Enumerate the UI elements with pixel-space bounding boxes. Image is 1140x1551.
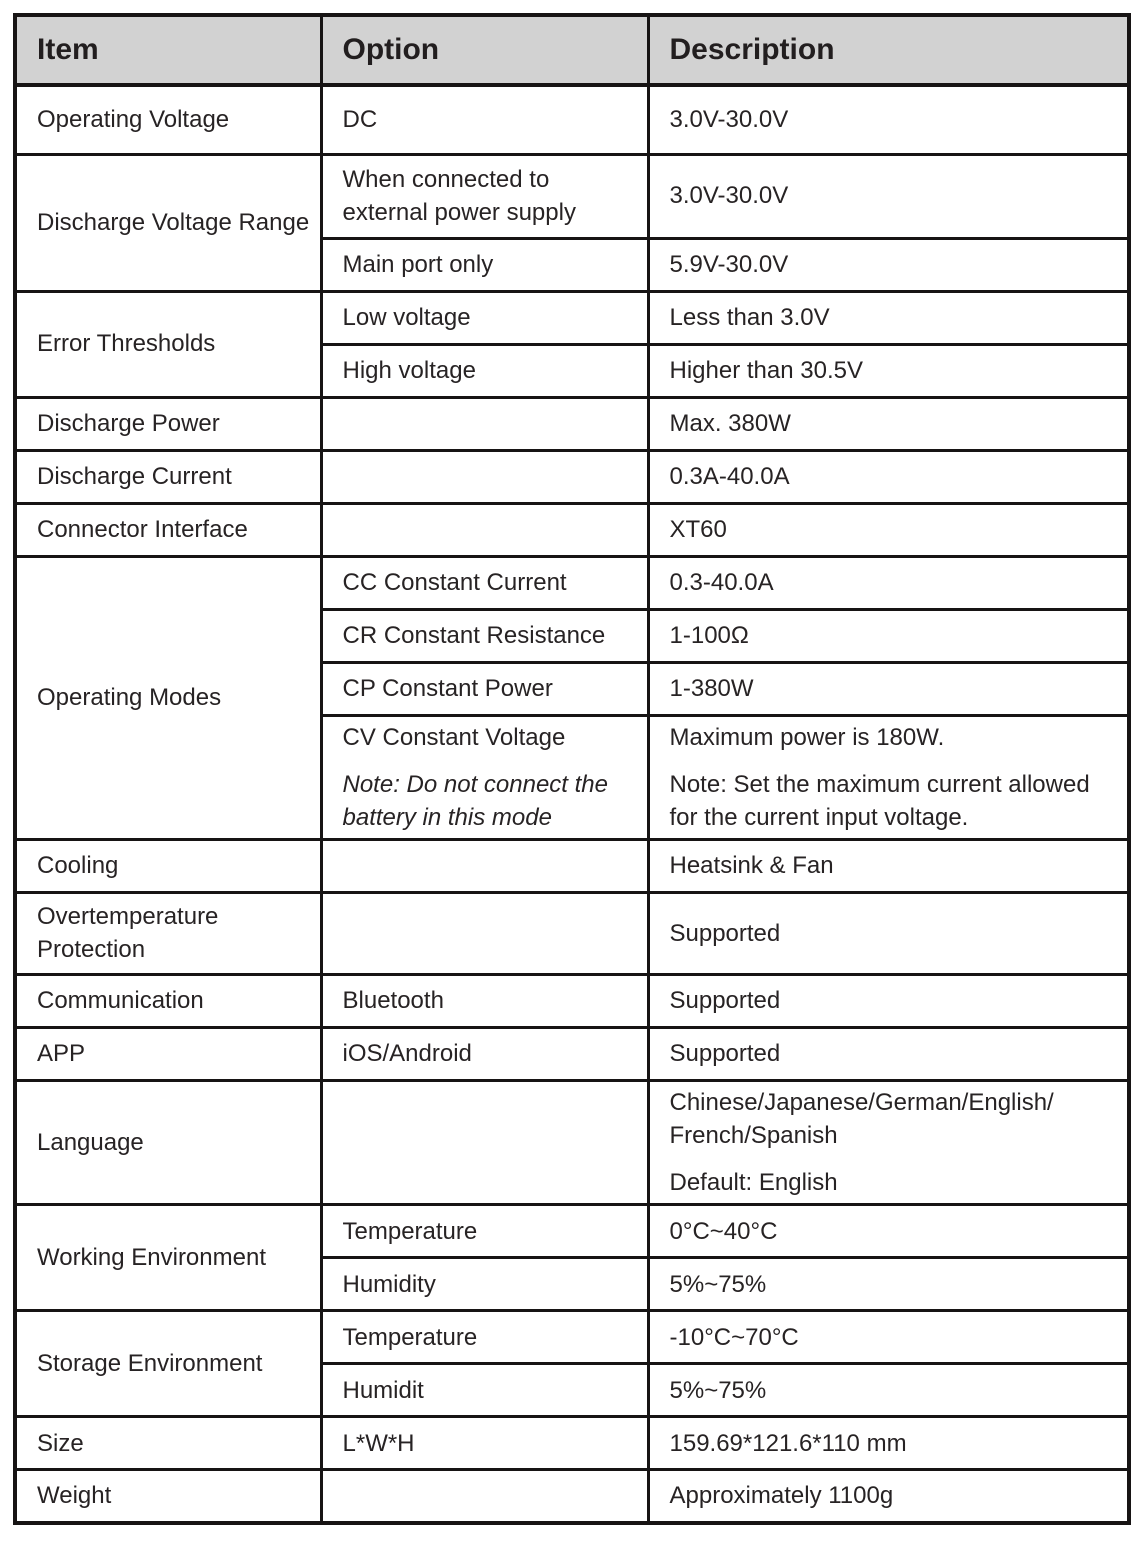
cv-desc-text: Maximum power is 180W.: [669, 723, 945, 751]
desc-cell-high-voltage: Higher than 30.5V: [648, 344, 1129, 397]
item-cell-working-environment: Working Environment: [15, 1205, 321, 1311]
language-list: [670, 1086, 1118, 1152]
desc-cell-size: 159.69*121.6*110 mm: [648, 1417, 1129, 1470]
option-cell-overtemperature-empty: [321, 892, 648, 974]
item-cell-weight: Weight: [15, 1470, 321, 1523]
option-cell-cr-constant-resistance: CR Constant Resistance: [321, 609, 648, 662]
desc-cell-weight: Approximately 1100g: [648, 1470, 1129, 1523]
row-storage-environment-temperature: [15, 1311, 1129, 1364]
row-discharge-current: [15, 450, 1129, 503]
spec-table: [13, 13, 1131, 1525]
row-language: [15, 1080, 1129, 1204]
desc-cell-main-port-only: 5.9V-30.0V: [648, 238, 1129, 291]
row-cooling: [15, 839, 1129, 892]
item-cell-communication: Communication: [15, 974, 321, 1027]
option-cell-main-port-only: Main port only: [321, 238, 648, 291]
row-communication: [15, 974, 1129, 1027]
desc-cell-cp-constant-power: 1-380W: [648, 662, 1129, 715]
item-cell-error-thresholds: Error Thresholds: [15, 291, 321, 397]
desc-cell-language: [648, 1080, 1129, 1204]
item-cell-discharge-current: Discharge Current: [15, 450, 321, 503]
option-cell-low-voltage: Low voltage: [321, 291, 648, 344]
option-cell-cp-constant-power: CP Constant Power: [321, 662, 648, 715]
header-row: [15, 15, 1129, 85]
desc-cell-external-power-supply: 3.0V-30.0V: [648, 154, 1129, 238]
option-cell-cc-constant-current: CC Constant Current: [321, 556, 648, 609]
desc-cell-storage-humidity: 5%~75%: [648, 1364, 1129, 1417]
option-cell-storage-humidity: Humidit: [321, 1364, 648, 1417]
desc-cell-low-voltage: Less than 3.0V: [648, 291, 1129, 344]
item-cell-operating-modes: Operating Modes: [15, 556, 321, 839]
row-operating-voltage: [15, 85, 1129, 154]
option-cell-weight-empty: [321, 1470, 648, 1523]
cv-option-label: CV Constant Voltage: [342, 723, 566, 751]
option-cell-ios-android: iOS/Android: [321, 1027, 648, 1080]
item-cell-discharge-voltage-range: Discharge Voltage Range: [15, 154, 321, 291]
header-description: Description: [648, 15, 1129, 85]
option-cell-connector-interface-empty: [321, 503, 648, 556]
cv-desc-note: Note: Set the maximum current allowed for the current input voltage.: [669, 770, 1090, 831]
item-cell-size: Size: [15, 1417, 321, 1470]
row-app: [15, 1027, 1129, 1080]
desc-cell-operating-voltage: 3.0V-30.0V: [648, 85, 1129, 154]
row-working-environment-temperature: [15, 1205, 1129, 1258]
desc-cell-storage-temperature: -10°C~70°C: [648, 1311, 1129, 1364]
row-discharge-power: [15, 397, 1129, 450]
header-option: Option: [321, 15, 648, 85]
option-cell-high-voltage: High voltage: [321, 344, 648, 397]
row-weight: [15, 1470, 1129, 1523]
desc-cell-working-temperature: 0°C~40°C: [648, 1205, 1129, 1258]
option-cell-discharge-current-empty: [321, 450, 648, 503]
option-cell-operating-voltage: DC: [321, 85, 648, 154]
desc-cell-discharge-current: 0.3A-40.0A: [648, 450, 1129, 503]
spec-table-container: [13, 13, 1127, 1525]
desc-cell-app: Supported: [648, 1027, 1129, 1080]
option-cell-cooling-empty: [321, 839, 648, 892]
desc-cell-communication: Supported: [648, 974, 1129, 1027]
cv-option-note: Note: Do not connect the battery in this mode: [342, 770, 608, 831]
option-cell-lwh: L*W*H: [321, 1417, 648, 1470]
item-cell-operating-voltage: Operating Voltage: [15, 85, 321, 154]
row-size: [15, 1417, 1129, 1470]
header-item: Item: [15, 15, 321, 85]
language-list-line2: French/Spanish: [669, 1121, 838, 1149]
desc-cell-cr-constant-resistance: 1-100Ω: [648, 609, 1129, 662]
desc-cell-overtemperature-protection: Supported: [648, 892, 1129, 974]
option-cell-storage-temperature: Temperature: [321, 1311, 648, 1364]
row-connector-interface: [15, 503, 1129, 556]
language-list-line1: Chinese/Japanese/German/English/: [669, 1088, 1054, 1116]
desc-cell-cv-constant-voltage: [648, 715, 1129, 839]
option-cell-discharge-power-empty: [321, 397, 648, 450]
option-cell-working-temperature: Temperature: [321, 1205, 648, 1258]
desc-cell-cooling: Heatsink & Fan: [648, 839, 1129, 892]
item-cell-cooling: Cooling: [15, 839, 321, 892]
item-cell-language: Language: [15, 1080, 321, 1204]
row-discharge-voltage-range-external: [15, 154, 1129, 238]
item-cell-app: APP: [15, 1027, 321, 1080]
desc-cell-connector-interface: XT60: [648, 503, 1129, 556]
row-overtemperature-protection: [15, 892, 1129, 974]
option-cell-bluetooth: Bluetooth: [321, 974, 648, 1027]
option-cell-external-power-supply: When connected to external power supply: [321, 154, 648, 238]
language-default: Default: English: [669, 1169, 838, 1197]
item-cell-storage-environment: Storage Environment: [15, 1311, 321, 1417]
desc-cell-cc-constant-current: 0.3-40.0A: [648, 556, 1129, 609]
row-operating-modes-cc: [15, 556, 1129, 609]
option-cell-cv-constant-voltage: [321, 715, 648, 839]
row-error-thresholds-low: [15, 291, 1129, 344]
desc-cell-discharge-power: Max. 380W: [648, 397, 1129, 450]
desc-cell-working-humidity: 5%~75%: [648, 1258, 1129, 1311]
option-cell-working-humidity: Humidity: [321, 1258, 648, 1311]
item-cell-discharge-power: Discharge Power: [15, 397, 321, 450]
item-cell-overtemperature-protection: Overtemperature Protection: [15, 892, 321, 974]
item-cell-connector-interface: Connector Interface: [15, 503, 321, 556]
option-cell-language-empty: [321, 1080, 648, 1204]
